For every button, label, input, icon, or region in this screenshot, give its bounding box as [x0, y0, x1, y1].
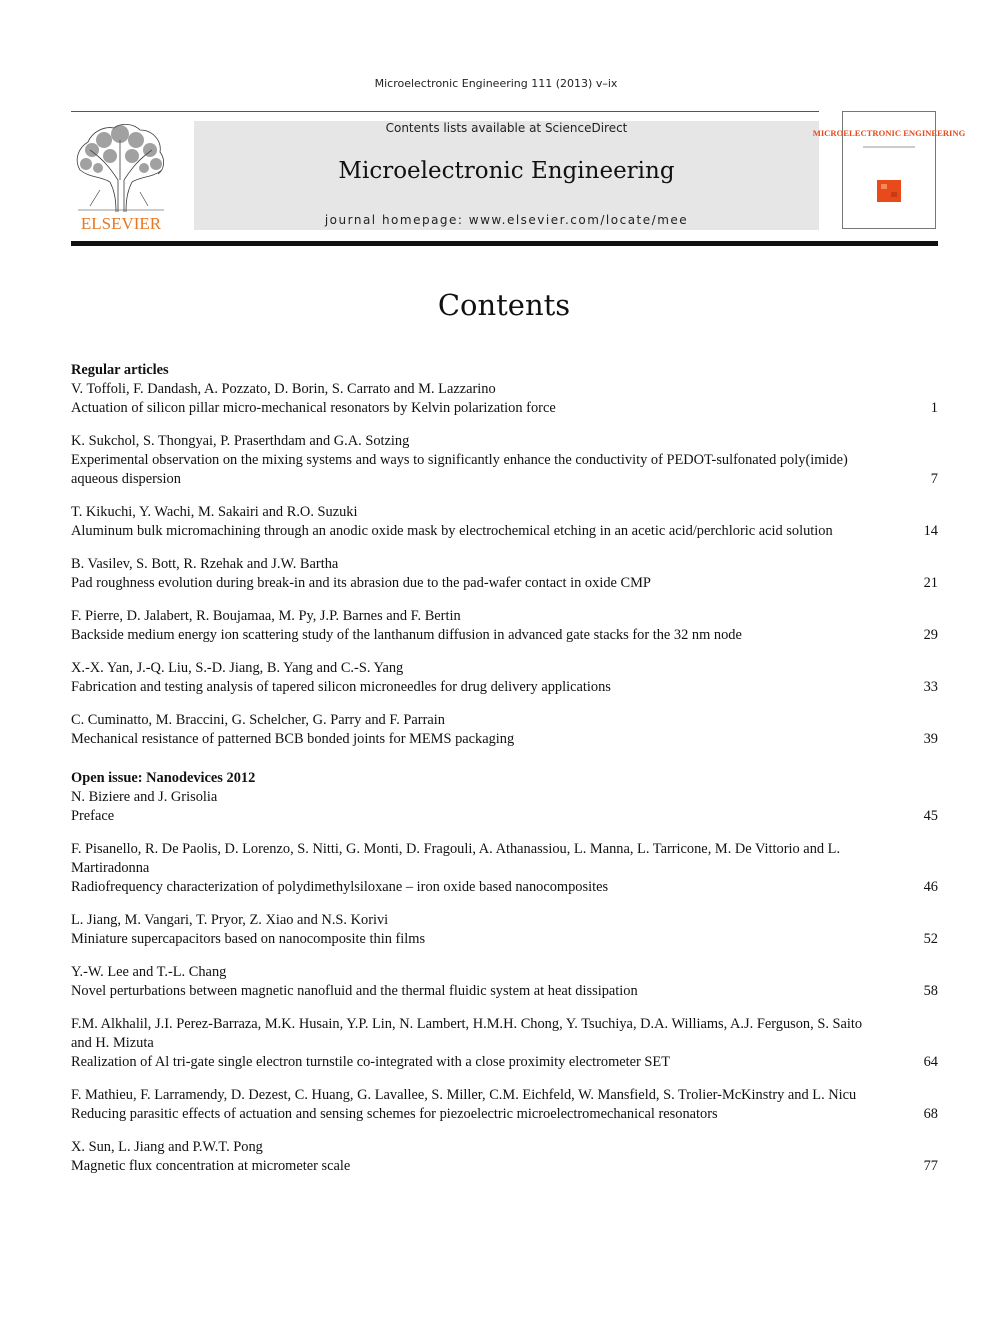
journal-homepage-link[interactable]: journal homepage: www.elsevier.com/locate/mee [324, 213, 689, 227]
entry-title[interactable]: Aluminum bulk micromachining through an anodic oxide mask by electrochemical etching in an acetic acid/perchloric acid solution [71, 523, 833, 539]
toc-entry[interactable] [71, 380, 938, 418]
entry-page-number: 58 [923, 983, 938, 999]
sciencedirect-note: Contents lists available at ScienceDirect [385, 121, 628, 135]
toc-entry[interactable] [71, 1138, 938, 1176]
journal-banner [194, 121, 819, 230]
cover-title: MICROELECTRONIC ENGINEERING [812, 128, 966, 138]
toc-entry[interactable] [71, 607, 938, 645]
toc-entry[interactable] [71, 788, 938, 826]
entry-page-number: 1 [930, 400, 938, 416]
entry-title[interactable]: Fabrication and testing analysis of tapered silicon microneedles for drug delivery applications [71, 679, 611, 695]
cover-image [812, 112, 966, 228]
entry-authors: B. Vasilev, S. Bott, R. Rzehak and J.W. Bartha [71, 556, 339, 572]
entry-title[interactable]: Reducing parasitic effects of actuation and sensing schemes for piezoelectric microelectromechanical resonators [71, 1106, 718, 1122]
entry-authors: F. Mathieu, F. Larramendy, D. Dezest, C. Huang, G. Lavallee, S. Miller, C.M. Eichfeld, W. Mansfield, S. Trolier-McKinstry and L. Nicu [71, 1087, 857, 1103]
entry-authors: K. Sukchol, S. Thongyai, P. Praserthdam and G.A. Sotzing [71, 433, 410, 449]
entry-page-number: 45 [923, 808, 938, 824]
entry-title[interactable]: Backside medium energy ion scattering study of the lanthanum diffusion in advanced gate stacks for the 32 nm node [71, 627, 742, 643]
contents-title: Contents [437, 288, 571, 322]
section-open-issue-nanodevices [71, 769, 938, 1176]
toc-entry[interactable] [71, 555, 938, 593]
entry-page-number: 29 [923, 627, 938, 643]
section-heading: Regular articles [71, 362, 169, 378]
entry-authors: X. Sun, L. Jiang and P.W.T. Pong [71, 1139, 263, 1155]
journal-cover-thumbnail [812, 111, 966, 229]
entry-title[interactable]: Pad roughness evolution during break-in and its abrasion due to the pad-wafer contact in oxide CMP [71, 575, 651, 591]
section-heading: Open issue: Nanodevices 2012 [71, 770, 256, 786]
entry-title[interactable]: Miniature supercapacitors based on nanocomposite thin films [71, 931, 426, 947]
section-regular-articles [71, 361, 938, 749]
toc-entry[interactable] [71, 1015, 938, 1072]
entry-page-number: 14 [923, 523, 938, 539]
entry-authors: V. Toffoli, F. Dandash, A. Pozzato, D. Borin, S. Carrato and M. Lazzarino [71, 381, 496, 397]
entry-title[interactable]: Preface [71, 808, 115, 824]
entry-page-number: 46 [923, 879, 938, 895]
section-spacer [71, 749, 938, 769]
entry-title[interactable]: Mechanical resistance of patterned BCB bonded joints for MEMS packaging [71, 731, 515, 747]
entry-authors: L. Jiang, M. Vangari, T. Pryor, Z. Xiao and N.S. Korivi [71, 912, 389, 928]
running-header: Microelectronic Engineering 111 (2013) v–ix [374, 77, 618, 90]
toc-entry[interactable] [71, 963, 938, 1001]
entry-page-number: 7 [930, 471, 938, 487]
toc-entry[interactable] [71, 432, 938, 489]
header-thick-rule [71, 241, 938, 246]
entry-authors: X.-X. Yan, J.-Q. Liu, S.-D. Jiang, B. Yang and C.-S. Yang [71, 660, 404, 676]
elsevier-tree-logo [70, 120, 172, 232]
entry-authors: N. Biziere and J. Grisolia [71, 789, 218, 805]
entry-page-number: 33 [923, 679, 938, 695]
header-rule [71, 111, 819, 112]
table-of-contents [71, 361, 938, 1176]
entry-title[interactable]: Magnetic flux concentration at micrometer scale [71, 1158, 351, 1174]
entry-page-number: 52 [923, 931, 938, 947]
entry-title[interactable]: Novel perturbations between magnetic nanofluid and the thermal fluidic system at heat dissipation [71, 983, 638, 999]
journal-title: Microelectronic Engineering [338, 158, 675, 184]
entry-title[interactable]: Radiofrequency characterization of polydimethylsiloxane – iron oxide based nanocomposites [71, 879, 609, 895]
entry-authors: F. Pisanello, R. De Paolis, D. Lorenzo, S. Nitti, G. Monti, D. Fragouli, A. Athanassiou, L. Manna, L. Tarricone, M. De Vittorio and L. Martiradonna [71, 841, 841, 876]
toc-entry[interactable] [71, 503, 938, 541]
toc-entry[interactable] [71, 711, 938, 749]
entry-authors: Y.-W. Lee and T.-L. Chang [71, 964, 227, 980]
toc-entry[interactable] [71, 1086, 938, 1124]
entry-page-number: 68 [923, 1106, 938, 1122]
entry-page-number: 21 [923, 575, 938, 591]
entry-page-number: 64 [923, 1054, 938, 1070]
entry-title[interactable]: Actuation of silicon pillar micro-mechanical resonators by Kelvin polarization force [71, 400, 556, 416]
entry-authors: F. Pierre, D. Jalabert, R. Boujamaa, M. Py, J.P. Barnes and F. Bertin [71, 608, 461, 624]
entry-authors: F.M. Alkhalil, J.I. Perez-Barraza, M.K. Husain, Y.P. Lin, N. Lambert, H.M.H. Chong, Y. Tsuchiya, D.A. Williams, A.J. Ferguson, S. Saito and H. Mizuta [71, 1016, 863, 1051]
entry-title[interactable]: Realization of Al tri-gate single electron turnstile co-integrated with a close proximity electrometer SET [71, 1054, 671, 1070]
entry-title[interactable]: Experimental observation on the mixing systems and ways to significantly enhance the conductivity of PEDOT-sulfonated poly(imide) aqueous dispersion [71, 452, 848, 487]
toc-entry[interactable] [71, 840, 938, 897]
toc-entry[interactable] [71, 911, 938, 949]
entry-page-number: 39 [923, 731, 938, 747]
entry-authors: C. Cuminatto, M. Braccini, G. Schelcher, G. Parry and F. Parrain [71, 712, 445, 728]
entry-page-number: 77 [923, 1158, 938, 1174]
entry-authors: T. Kikuchi, Y. Wachi, M. Sakairi and R.O. Suzuki [71, 504, 358, 520]
toc-entry[interactable] [71, 659, 938, 697]
publisher-name: ELSEVIER [80, 214, 162, 233]
